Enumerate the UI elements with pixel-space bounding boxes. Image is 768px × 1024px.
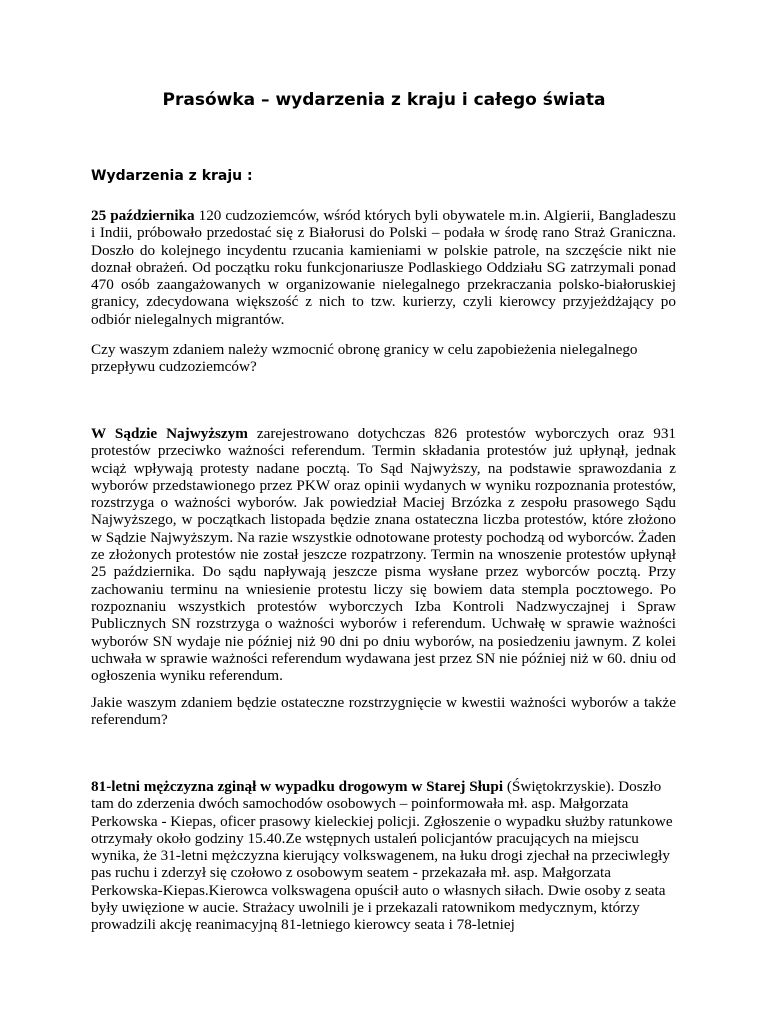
section-heading: Wydarzenia z kraju : <box>91 168 253 184</box>
discussion-question: Czy waszym zdaniem należy wzmocnić obronę granicy w celu zapobieżenia nielegalnego przepływu cudzoziemców? <box>91 341 638 376</box>
article-paragraph <box>91 778 681 934</box>
article-lead: 81-letni mężczyzna zginął w wypadku drogowym w Starej Słupi <box>91 778 504 795</box>
article-lead: 25 października <box>91 207 195 224</box>
discussion-question: Jakie waszym zdaniem będzie ostateczne rozstrzygnięcie w kwestii ważności wyborów a także referendum? <box>91 694 676 729</box>
article-body: (Świętokrzyskie). Doszło tam do zderzenia dwóch samochodów osobowych – poinformowała mł. asp. Małgorzata Perkowska - Kiepas, oficer prasowy kieleckiej policji. Zgłoszenie o wypadku służby ratunkowe otrzymały około godziny 15.40.Ze wstępnych ustaleń policjantów pracujących na miejscu wynika, że 31-letni mężczyzna kierujący volkswagenem, na łuku drogi zjechał na przeciwległy pas ruchu i zderzył się czołowo z osobowym seatem - przekazała mł. asp. Małgorzata Perkowska-Kiepas.Kierowca volkswagena opuścił auto o własnych siłach. Dwie osoby z seata były uwięzione w aucie. Strażacy uwolnili je i przekazali ratownikom medycznym, którzy prowadzili akcję reanimacyjną 81-letniego kierowcy seata i 78-letniej <box>91 778 673 934</box>
article-body: zarejestrowano dotychczas 826 protestów wyborczych oraz 931 protestów przeciwko ważności referendum. Termin składania protestów już upłynął, jednak wciąż wpływają protesty nadane pocztą. To Sąd Najwyższy, na podstawie sprawozdania z wyborów przedstawionego przez PKW oraz opinii wydanych w wyniku rozpoznania protestów, rozstrzyga o ważności wyborów. Jak powiedział Maciej Brzózka z zespołu prasowego Sądu Najwyższego, w początkach listopada będzie znana ostateczna liczba protestów, które złożono w Sądzie Najwyższym. Na razie wszystkie odnotowane protesty pochodzą od wyborców. Żaden ze złożonych protestów nie został jeszcze rozpatrzony. Termin na wnoszenie protestów upłynął 25 października. Do sądu napływają jeszcze pisma wysłane przez wyborców pocztą. Przy zachowaniu terminu na wniesienie protestu liczy się bowiem data stempla pocztowego. Po rozpoznaniu wszystkich protestów wyborczych Izba Kontroli Nadzwyczajnej i Spraw Publicznych SN rozstrzyga o ważności wyborów i referendum. Uchwałę w sprawie ważności wyborów SN wydaje nie później niż 90 dni po dniu wyborów, na posiedzeniu jawnym. Z kolei uchwała w sprawie ważności referendum wydawana jest przez SN nie później niż w 60. dniu od ogłoszenia wyniku referendum. <box>91 425 677 685</box>
article-lead: W Sądzie Najwyższym <box>91 425 248 442</box>
article-paragraph <box>91 207 676 328</box>
article-paragraph <box>91 425 676 684</box>
page-title: Prasówka – wydarzenia z kraju i całego świata <box>162 90 606 110</box>
article-body: 120 cudzoziemców, wśród których byli obywatele m.in. Algierii, Bangladeszu i Indii, próbowało przedostać się z Białorusi do Polski – podała w środę rano Straż Graniczna. Doszło do kolejnego incydentu rzucania kamieniami w polskie patrole, na szczęście nikt nie doznał obrażeń. Od początku roku funkcjonariusze Podlaskiego Oddziału SG zatrzymali ponad 470 osób zaangażowanych w organizowanie nielegalnego przekraczania polsko-białoruskiej granicy, zdecydowana większość z nich to tzw. kurierzy, czyli kierowcy przyjeżdżający po odbiór nielegalnych migrantów. <box>91 207 676 328</box>
